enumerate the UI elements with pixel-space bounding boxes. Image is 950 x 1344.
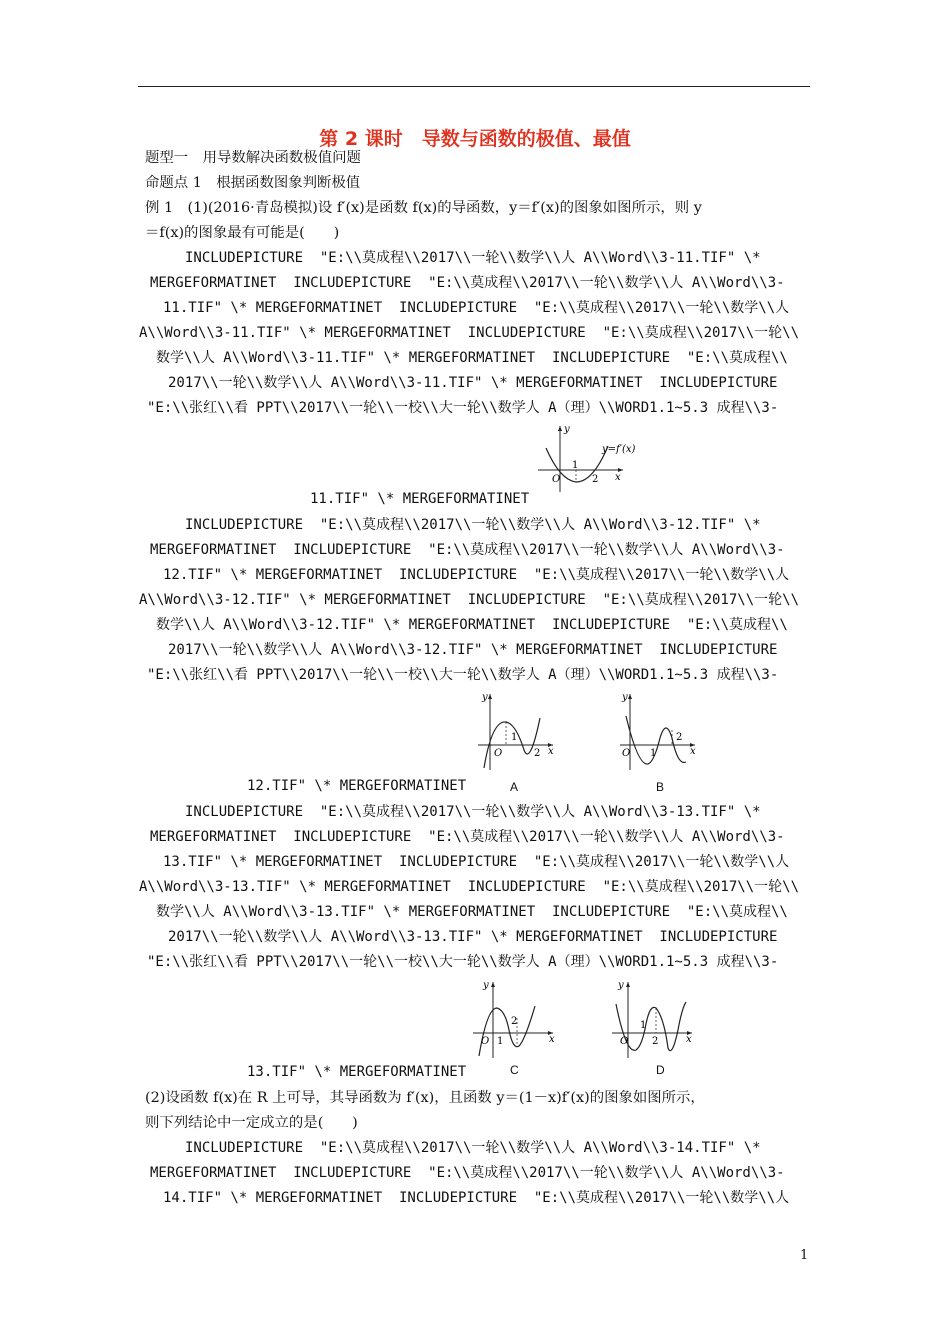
svg-text:2: 2: [592, 474, 599, 485]
svg-text:2: 2: [534, 748, 541, 759]
field-code-line: 2017\\一轮\\数学\\人 A\\Word\\3-12.TIF" \* MERGEFORMATINET INCLUDEPICTURE: [168, 642, 778, 658]
svg-text:O: O: [481, 1036, 490, 1047]
svg-text:O: O: [552, 474, 561, 485]
svg-text:1: 1: [650, 748, 657, 759]
example-line-1: 例 1 (1)(2016·青岛模拟)设 f′(x)是函数 f(x)的导函数，y＝f′(x)的图象如图所示，则 y: [145, 200, 702, 216]
option-c-label: C: [510, 1063, 519, 1077]
part2-line-1: (2)设函数 f(x)在 R 上可导，其导函数为 f′(x)，且函数 y＝(1－x)f′(x)的图象如图所示，: [145, 1090, 705, 1106]
field-code-line: 数学\\人 A\\Word\\3-13.TIF" \* MERGEFORMATINET INCLUDEPICTURE "E:\\莫成程\\: [156, 904, 788, 920]
field-code-line: INCLUDEPICTURE "E:\\莫成程\\2017\\一轮\\数学\\人 A\\Word\\3-11.TIF" \*: [185, 250, 761, 266]
svg-text:x: x: [615, 472, 621, 483]
field-code-line: INCLUDEPICTURE "E:\\莫成程\\2017\\一轮\\数学\\人 A\\Word\\3-13.TIF" \*: [185, 804, 761, 820]
svg-text:x: x: [690, 746, 696, 757]
field-code-line: 数学\\人 A\\Word\\3-12.TIF" \* MERGEFORMATINET INCLUDEPICTURE "E:\\莫成程\\: [156, 617, 788, 633]
section-heading: 题型一 用导数解决函数极值问题: [145, 150, 361, 166]
field-code-line: A\\Word\\3-12.TIF" \* MERGEFORMATINET INCLUDEPICTURE "E:\\莫成程\\2017\\一轮\\: [139, 592, 800, 608]
svg-text:1: 1: [572, 460, 579, 471]
option-b-label: B: [656, 780, 665, 794]
option-a-label: A: [510, 780, 519, 794]
option-b-graph: [620, 690, 705, 770]
field-code-line: 数学\\人 A\\Word\\3-11.TIF" \* MERGEFORMATINET INCLUDEPICTURE "E:\\莫成程\\: [156, 350, 788, 366]
example-line-2: ＝f(x)的图象最有可能是( ): [145, 225, 340, 241]
field-code-line: INCLUDEPICTURE "E:\\莫成程\\2017\\一轮\\数学\\人 A\\Word\\3-14.TIF" \*: [185, 1140, 761, 1156]
option-c-graph: [473, 978, 563, 1058]
part2-line-2: 则下列结论中一定成立的是( ): [145, 1115, 358, 1131]
svg-text:y: y: [622, 692, 628, 703]
option-a-graph: [478, 690, 563, 770]
page-title: 第 2 课时 导数与函数的极值、最值: [319, 128, 631, 150]
field-code-line: INCLUDEPICTURE "E:\\莫成程\\2017\\一轮\\数学\\人 A\\Word\\3-12.TIF" \*: [185, 517, 761, 533]
field-code-line: "E:\\张红\\看 PPT\\2017\\一轮\\一校\\大一轮\\数学人 A（理）\\WORD1.1~5.3 成程\\3-: [147, 667, 779, 683]
svg-text:x: x: [549, 1034, 555, 1045]
field-code-line: MERGEFORMATINET INCLUDEPICTURE "E:\\莫成程\\2017\\一轮\\数学\\人 A\\Word\\3-: [150, 829, 785, 845]
field-code-line: 12.TIF" \* MERGEFORMATINET: [247, 778, 467, 794]
svg-text:y: y: [618, 980, 624, 991]
option-d-graph: [612, 978, 702, 1058]
svg-text:x: x: [548, 746, 554, 757]
field-code-line: A\\Word\\3-13.TIF" \* MERGEFORMATINET INCLUDEPICTURE "E:\\莫成程\\2017\\一轮\\: [139, 879, 800, 895]
field-code-line: "E:\\张红\\看 PPT\\2017\\一轮\\一校\\大一轮\\数学人 A（理）\\WORD1.1~5.3 成程\\3-: [147, 400, 779, 416]
y-axis-label: y: [564, 424, 570, 435]
field-code-line: 2017\\一轮\\数学\\人 A\\Word\\3-11.TIF" \* MERGEFORMATINET INCLUDEPICTURE: [168, 375, 778, 391]
field-code-line: A\\Word\\3-11.TIF" \* MERGEFORMATINET INCLUDEPICTURE "E:\\莫成程\\2017\\一轮\\: [139, 325, 800, 341]
field-code-line: 13.TIF" \* MERGEFORMATINET INCLUDEPICTURE "E:\\莫成程\\2017\\一轮\\数学\\人: [163, 854, 790, 870]
field-code-line: MERGEFORMATINET INCLUDEPICTURE "E:\\莫成程\\2017\\一轮\\数学\\人 A\\Word\\3-: [150, 542, 785, 558]
field-code-line: 2017\\一轮\\数学\\人 A\\Word\\3-13.TIF" \* MERGEFORMATINET INCLUDEPICTURE: [168, 929, 778, 945]
derivative-graph-figure: [538, 424, 648, 494]
field-code-line: 12.TIF" \* MERGEFORMATINET INCLUDEPICTURE "E:\\莫成程\\2017\\一轮\\数学\\人: [163, 567, 790, 583]
field-code-line: MERGEFORMATINET INCLUDEPICTURE "E:\\莫成程\\2017\\一轮\\数学\\人 A\\Word\\3-: [150, 275, 785, 291]
svg-text:2: 2: [511, 1016, 518, 1027]
svg-text:2: 2: [676, 732, 683, 743]
field-code-line: 11.TIF" \* MERGEFORMATINET INCLUDEPICTURE "E:\\莫成程\\2017\\一轮\\数学\\人: [163, 300, 790, 316]
svg-text:x: x: [686, 1034, 692, 1045]
field-code-line: "E:\\张红\\看 PPT\\2017\\一轮\\一校\\大一轮\\数学人 A（理）\\WORD1.1~5.3 成程\\3-: [147, 954, 779, 970]
page-number: 1: [800, 1248, 809, 1263]
field-code-line: MERGEFORMATINET INCLUDEPICTURE "E:\\莫成程\\2017\\一轮\\数学\\人 A\\Word\\3-: [150, 1165, 785, 1181]
field-code-line: 14.TIF" \* MERGEFORMATINET INCLUDEPICTURE "E:\\莫成程\\2017\\一轮\\数学\\人: [163, 1190, 790, 1206]
svg-text:y: y: [482, 692, 488, 703]
subsection-heading: 命题点 1 根据函数图象判断极值: [145, 175, 361, 191]
field-code-line: 11.TIF" \* MERGEFORMATINET: [310, 491, 530, 507]
curve-label: y=f′(x): [602, 444, 636, 455]
svg-text:1: 1: [640, 1020, 647, 1031]
svg-text:1: 1: [511, 732, 518, 743]
svg-text:2: 2: [652, 1036, 659, 1047]
field-code-line: 13.TIF" \* MERGEFORMATINET: [247, 1064, 467, 1080]
svg-text:1: 1: [497, 1036, 504, 1047]
svg-text:O: O: [620, 1036, 629, 1047]
option-d-label: D: [656, 1063, 665, 1077]
header-rule: [138, 86, 810, 87]
svg-text:y: y: [483, 980, 489, 991]
svg-text:O: O: [494, 748, 503, 759]
svg-text:O: O: [622, 748, 631, 759]
